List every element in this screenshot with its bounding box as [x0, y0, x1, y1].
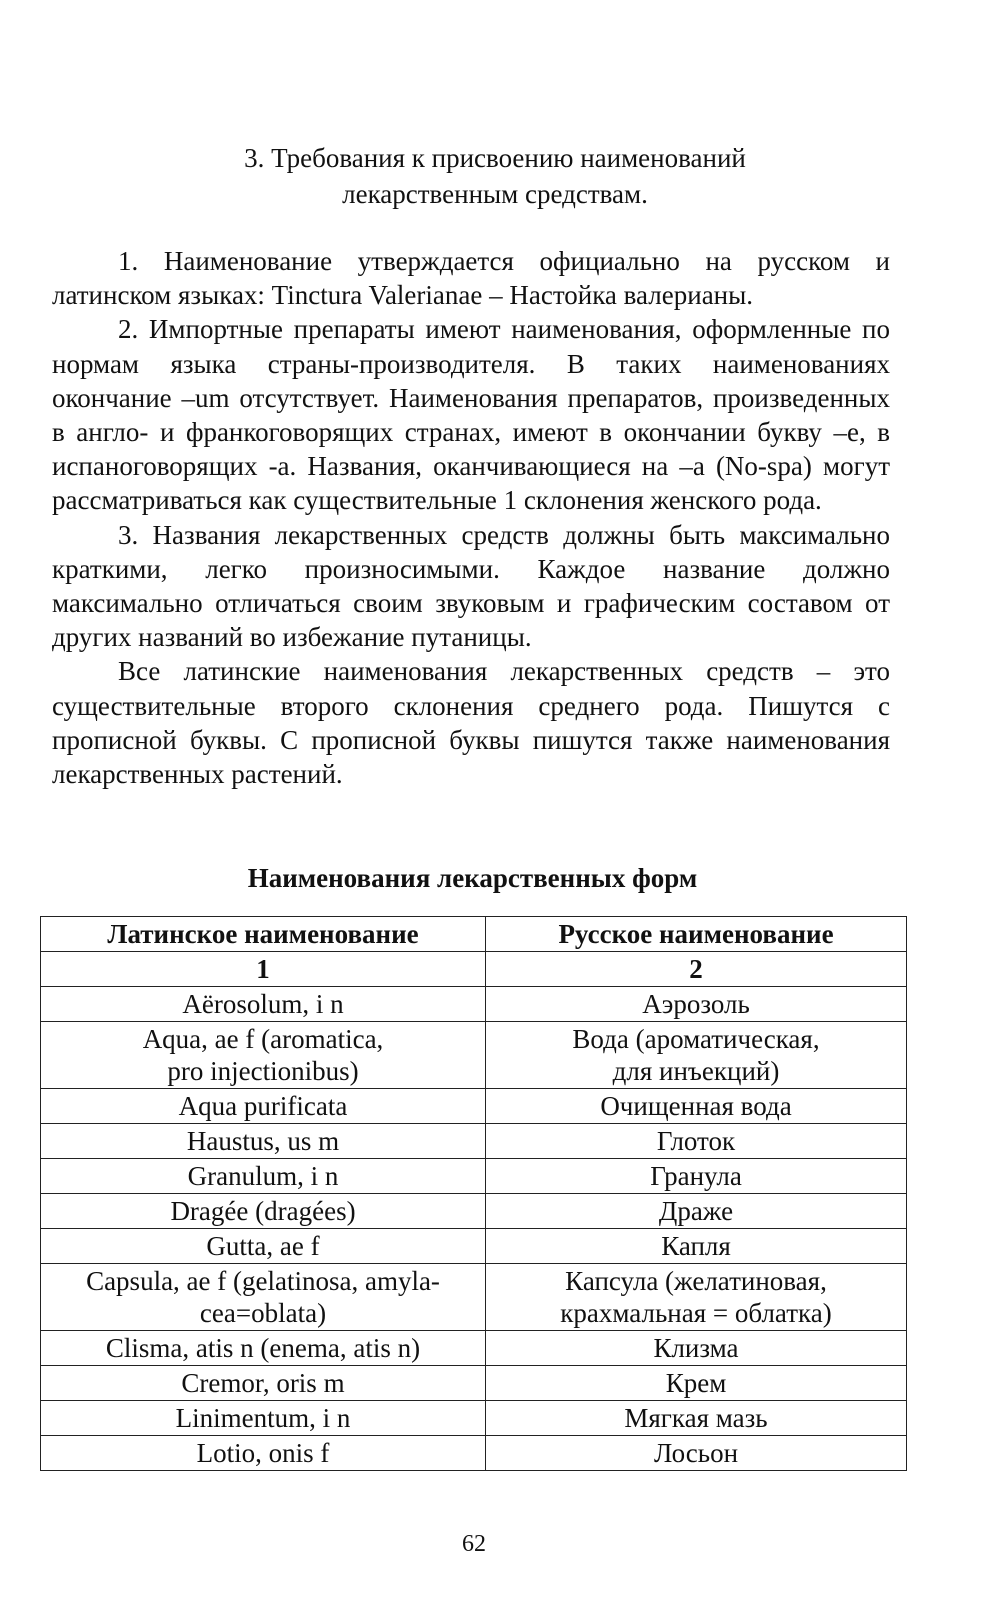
table-row	[41, 987, 907, 1022]
latin-name-cell: Granulum, i n	[41, 1159, 486, 1194]
header-russian-name: Русское наименование	[486, 917, 907, 952]
section-heading	[0, 140, 990, 212]
russian-name-cell: Капсула (желатиновая, крахмальная = облатка)	[486, 1264, 907, 1331]
russian-name-cell: Аэрозоль	[486, 987, 907, 1022]
section-heading-line-1: 3. Требования к присвоению наименований	[244, 143, 746, 173]
table-row	[41, 1264, 907, 1331]
table-body	[41, 987, 907, 1471]
page-number: 62	[462, 1531, 486, 1557]
russian-name-cell: Вода (ароматическая, для инъекций)	[486, 1022, 907, 1089]
russian-name-cell: Драже	[486, 1194, 907, 1229]
russian-name-cell: Крем	[486, 1366, 907, 1401]
table-header-row	[41, 917, 907, 952]
latin-name-cell: Cremor, oris m	[41, 1366, 486, 1401]
latin-name-cell: Aqua purificata	[41, 1089, 486, 1124]
table-row	[41, 1089, 907, 1124]
table-row	[41, 1331, 907, 1366]
table-row	[41, 1159, 907, 1194]
table-row	[41, 1022, 907, 1089]
latin-name-cell: Lotio, onis f	[41, 1436, 486, 1471]
russian-name-cell: Мягкая мазь	[486, 1401, 907, 1436]
latin-name-cell: Linimentum, i n	[41, 1401, 486, 1436]
body-text	[52, 244, 890, 791]
russian-name-cell: Гранула	[486, 1159, 907, 1194]
paragraph-2: 2. Импортные препараты имеют наименования, оформленные по нормам языка страны-производителя. В таких наименованиях окончание –um отсутствует. Наименования препаратов, произведенных в англо- и франкоговорящих странах, имеют в окончании букву –e, в испаноговорящих -a. Названия, оканчивающиеся на –a (No-spa) могут рассматриваться как существительные 1 склонения женского рода.	[52, 314, 890, 516]
table-row	[41, 1366, 907, 1401]
table-row	[41, 1124, 907, 1159]
russian-name-cell: Клизма	[486, 1331, 907, 1366]
russian-name-cell: Очищенная вода	[486, 1089, 907, 1124]
latin-name-cell: Capsula, ae f (gelatinosa, amyla- cea=oblata)	[41, 1264, 486, 1331]
dosage-forms-table	[40, 916, 907, 1471]
column-number-2: 2	[486, 952, 907, 987]
table-row	[41, 1436, 907, 1471]
latin-name-cell: Aërosolum, i n	[41, 987, 486, 1022]
table-column-number-row	[41, 952, 907, 987]
table-row	[41, 1229, 907, 1264]
section-heading-line-2: лекарственным средствам.	[342, 179, 648, 209]
table-row	[41, 1194, 907, 1229]
paragraph-1: 1. Наименование утверждается официально на русском и латинском языках: Tinctura Valerianae – Настойка валерианы.	[52, 246, 890, 311]
latin-name-cell: Gutta, ae f	[41, 1229, 486, 1264]
paragraph-3: 3. Названия лекарственных средств должны быть максимально краткими, легко произносимыми. Каждое название должно максимально отличаться своим звуковым и графическим составом от других названий во избежание путаницы.	[52, 519, 890, 653]
table-row	[41, 1401, 907, 1436]
russian-name-cell: Глоток	[486, 1124, 907, 1159]
header-latin-name: Латинское наименование	[41, 917, 486, 952]
russian-name-cell: Лосьон	[486, 1436, 907, 1471]
russian-name-cell: Капля	[486, 1229, 907, 1264]
paragraph-4: Все латинские наименования лекарственных средств – это существительные второго склонения среднего рода. Пишутся с прописной буквы. С прописной буквы пишутся также наименования лекарственных растений.	[52, 656, 890, 790]
latin-name-cell: Aqua, ae f (aromatica, pro injectionibus)	[41, 1022, 486, 1089]
latin-name-cell: Haustus, us m	[41, 1124, 486, 1159]
column-number-1: 1	[41, 952, 486, 987]
latin-name-cell: Dragée (dragées)	[41, 1194, 486, 1229]
latin-name-cell: Clisma, atis n (enema, atis n)	[41, 1331, 486, 1366]
table-title: Наименования лекарственных форм	[247, 863, 698, 893]
